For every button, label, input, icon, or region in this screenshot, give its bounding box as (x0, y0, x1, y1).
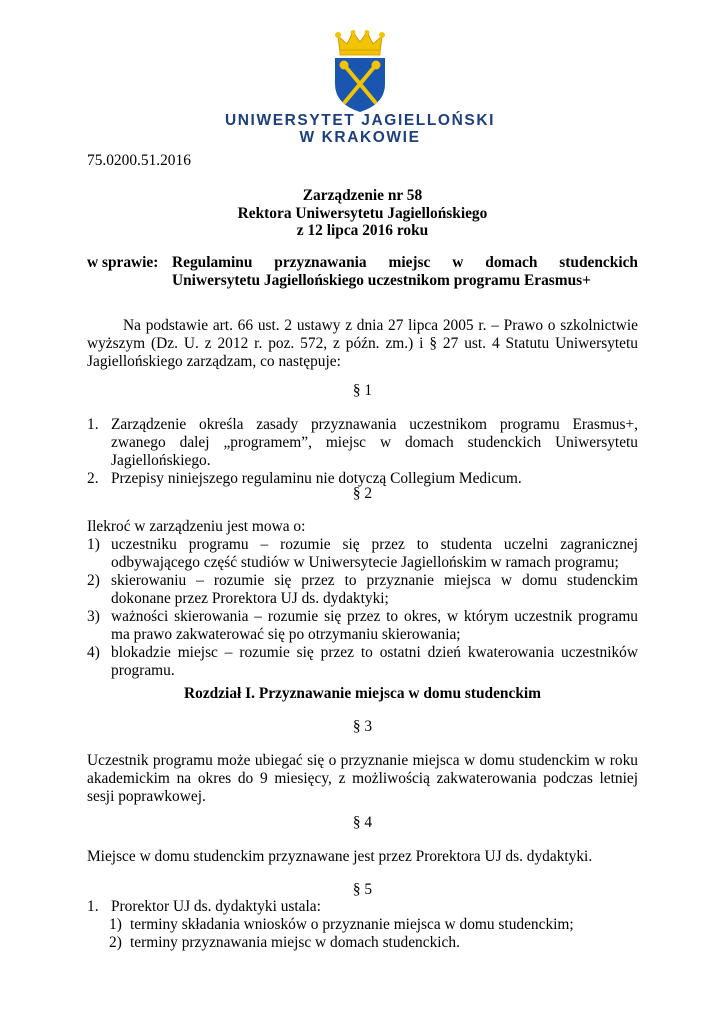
list-item-text: Zarządzenie określa zasady przyznawania uczestnikom programu Erasmus+, zwanego dalej „programem”, miejsc w domach studenckich Uniwersytetu Jagiellońskiego. (111, 416, 638, 469)
list-item-number: 3) (87, 608, 100, 625)
section-1-list (87, 416, 638, 488)
list-item-number: 1) (87, 536, 100, 553)
section-2-intro: Ilekroć w zarządzeniu jest mowa o: (87, 518, 306, 535)
section-5-item-1 (87, 898, 638, 916)
university-name-line1: UNIWERSYTET JAGIELLOŃSKI (224, 112, 496, 129)
list-item-text: terminy składania wniosków o przyznanie miejsca w domu studenckim; (130, 916, 574, 933)
list-item-text: skierowaniu – rozumie się przez to przyznanie miejsca w domu studenckim dokonane przez Prorektora UJ ds. dydaktyki; (111, 572, 638, 607)
preamble: Na podstawie art. 66 ust. 2 ustawy z dnia 27 lipca 2005 r. – Prawo o szkolnictwie wyższym (Dz. U. z 2012 r. poz. 572, z późn. zm.) i § 27 ust. 4 Statutu Uniwersytetu Jagiellońskiego zarządzam, co następuje: (87, 317, 638, 370)
list-item-text: blokadzie miejsc – rozumie się przez to ostatni dzień kwaterowania uczestników programu. (111, 644, 638, 679)
list-item-text: Prorektor UJ ds. dydaktyki ustala: (111, 898, 321, 915)
section-2-list (87, 536, 638, 680)
title-line2: Rektora Uniwersytetu Jagiellońskiego (237, 205, 488, 222)
university-name-line2: W KRAKOWIE (299, 129, 421, 146)
list-item-text: terminy przyznawania miejsc w domach studenckich. (130, 934, 460, 951)
list-item-number: 1. (87, 898, 99, 915)
section-5-sublist (109, 916, 638, 952)
document-reference: 75.0200.51.2016 (87, 152, 191, 169)
list-item-number: 2) (109, 934, 122, 951)
list-item-text: uczestniku programu – rozumie się przez to studenta uczelni zagranicznej odbywającego część studiów w Uniwersytecie Jagiellońskim w ramach programu; (111, 536, 638, 571)
list-item (87, 536, 638, 572)
list-item-number: 2. (87, 470, 99, 487)
section-4-text: Miejsce w domu studenckim przyznawane jest przez Prorektora UJ ds. dydaktyki. (87, 848, 593, 865)
list-item-number: 2) (87, 572, 100, 589)
list-item (87, 898, 638, 916)
section-5-heading: § 5 (352, 881, 373, 898)
section-1-heading: § 1 (352, 382, 373, 399)
university-crest-icon (331, 30, 389, 114)
list-item (109, 934, 638, 952)
section-3-text: Uczestnik programu może ubiegać się o przyznanie miejsca w domu studenckim w roku akademickim na okres do 9 miesięcy, z możliwością zakwaterowania podczas letniej sesji poprawkowej. (87, 752, 638, 805)
list-item-number: 1) (109, 916, 122, 933)
list-item (87, 416, 638, 470)
chapter-1-heading: Rozdział I. Przyznawanie miejsca w domu studenckim (184, 685, 541, 702)
list-item (87, 608, 638, 644)
list-item-number: 4) (87, 644, 100, 661)
list-item-number: 1. (87, 416, 99, 433)
list-item (87, 644, 638, 680)
list-item-text: ważności skierowania – rozumie się przez to okres, w którym uczestnik programu ma prawo zakwaterować się po otrzymaniu skierowania; (111, 608, 638, 643)
subject-text: Regulaminu przyznawania miejsc w domach studenckich Uniwersytetu Jagiellońskiego uczestnikom programu Erasmus+ (172, 254, 638, 289)
subject-label: w sprawie: (87, 254, 159, 271)
list-item (87, 572, 638, 608)
section-3-heading: § 3 (352, 718, 373, 735)
title-line3: z 12 lipca 2016 roku (296, 222, 429, 239)
section-4-heading: § 4 (352, 814, 373, 831)
title-line1: Zarządzenie nr 58 (302, 187, 423, 204)
list-item (109, 916, 638, 934)
list-item-text: Przepisy niniejszego regulaminu nie dotyczą Collegium Medicum. (111, 470, 522, 487)
section-2-heading: § 2 (352, 485, 373, 502)
